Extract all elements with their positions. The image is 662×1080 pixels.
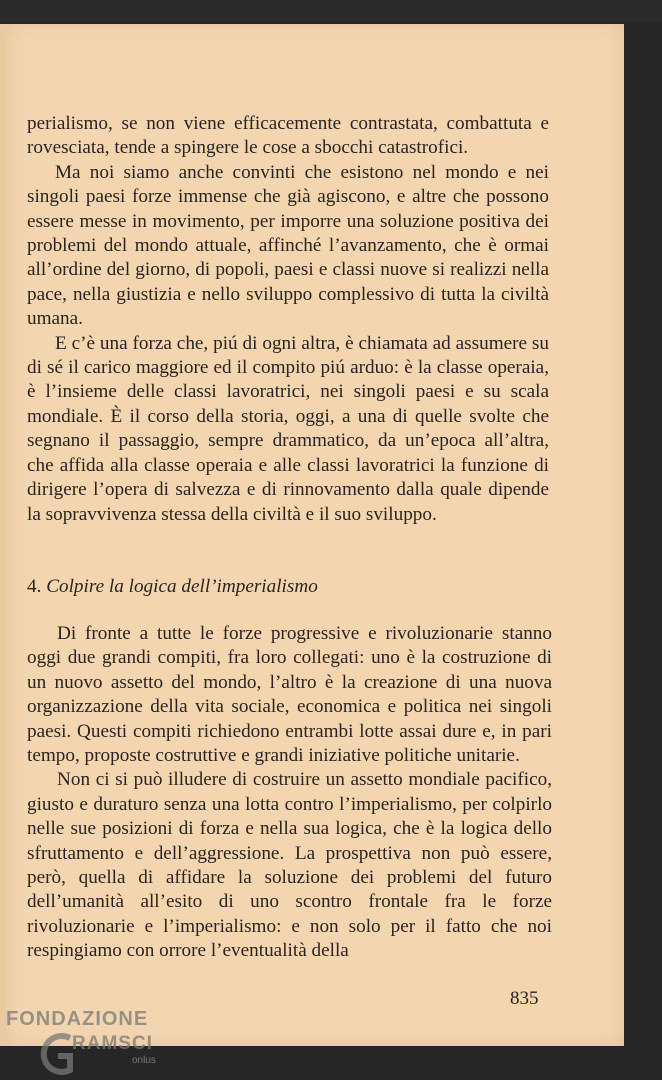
section-number: 4. (27, 576, 42, 597)
section-heading (27, 575, 547, 599)
paragraph-5: Non ci si può illudere di costruire un assetto mondiale pacifico, giusto e duraturo senza una lotta contro l’imperialismo, per colpirlo nelle sue posizioni di forza e nella sua logica, che è la logica dello sfruttamento e dell’aggressione. La prospettiva non può essere, però, quella di affidare la soluzione dei problemi del futuro dell’umanità all’esito di uno scontro frontale fra le forze rivoluzionarie e l’imperialismo: e non solo per il fatto che noi respingiamo con orrore l’eventualità della (27, 769, 552, 962)
watermark-line3: onlus (132, 1055, 156, 1066)
paragraph-4: Di fronte a tutte le forze progressive e rivoluzionarie stanno oggi due grandi compiti, fra loro collegati: uno è la costruzione di un nuovo assetto del mondo, l’altro è la creazione di una nuova organizzazione della vita sociale, economica e politica nei singoli paesi. Questi compiti richiedono entrambi lotte assai dure e, in pari tempo, proposte costruttive e grandi iniziative politiche unitarie. (27, 623, 552, 767)
page-number: 835 (510, 988, 539, 1009)
paragraph-1: perialismo, se non viene efficacemente contrastata, combattuta e rovesciata, tende a spingere le cose a sbocchi catastrofici. (27, 113, 549, 159)
paragraph-2: Ma noi siamo anche convinti che esistono nel mondo e nei singoli paesi forze immense che già agiscono, e altre che possono essere messe in movimento, per imporre una soluzione positiva dei problemi del mondo attuale, affinché l’avanzamento, che è ormai all’ordine del giorno, di popoli, paesi e classi nuove si realizzi nella pace, nella giustizia e nello sviluppo complessivo di tutta la civiltà umana. (27, 161, 549, 330)
section-title: Colpire la logica dell’imperialismo (46, 576, 318, 597)
body-text-top (27, 112, 549, 527)
body-text-bottom (27, 622, 552, 964)
watermark-line2: RAMSCI (72, 1033, 153, 1054)
watermark-line1: FONDAZIONE (6, 1008, 149, 1030)
paragraph-3: E c’è una forza che, piú di ogni altra, è chiamata ad assumere su di sé il carico maggiore ed il compito piú arduo: è la classe operaia, è l’insieme delle classi lavoratrici, nei singoli paesi e su scala mondiale. È il corso della storia, oggi, a una di quelle svolte che segnano il passaggio, sempre drammatico, da un’epoca all’altra, che affida alla classe operaia e alle classi lavoratrici la funzione di dirigere l’opera di salvezza e di rinnovamento dalla quale dipende la sopravvivenza stessa della civiltà e il suo sviluppo. (27, 332, 549, 525)
scan-background (0, 0, 662, 22)
